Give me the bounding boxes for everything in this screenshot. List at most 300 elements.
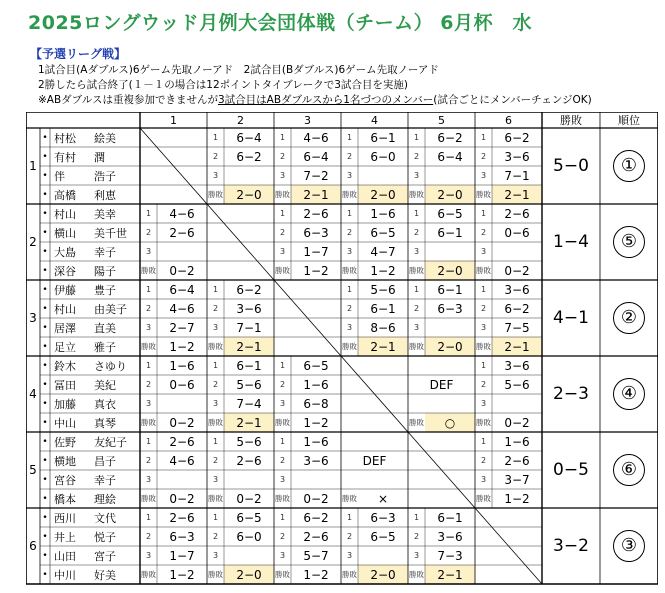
set-number: 3 (480, 475, 487, 484)
set-score: 2−7 (169, 320, 195, 335)
match-total: 2−0 (437, 263, 463, 278)
set-number: 1 (279, 361, 286, 370)
set-score: 6−1 (370, 130, 396, 145)
set-score: 3−7 (504, 472, 530, 487)
set-number: 2 (413, 228, 420, 237)
set-score: 5−7 (303, 548, 329, 563)
member-surname: 宮谷 (54, 473, 76, 487)
match-total-label: 勝敗 (476, 418, 491, 427)
match-total: 1−2 (303, 263, 329, 278)
set-score: 1−6 (504, 434, 530, 449)
match-total: 0−2 (303, 491, 329, 506)
member-given-name: 友紀子 (94, 435, 127, 449)
match-total-label: 勝敗 (476, 266, 491, 275)
match-total: 1−2 (303, 567, 329, 582)
set-score: 3−6 (504, 358, 530, 373)
set-number: 3 (346, 247, 353, 256)
set-score: 3−6 (437, 529, 463, 544)
set-score: 3−6 (504, 282, 530, 297)
set-score: 6−0 (370, 149, 396, 164)
set-score: 6−3 (169, 529, 195, 544)
rule-note-2: 2勝したら試合終了(１－１の場合は12ポイントタイブレークで3試合目を実施) (38, 79, 408, 91)
member-given-name: 悦子 (94, 530, 116, 544)
set-number: 2 (145, 456, 152, 465)
set-score: 2−6 (169, 434, 195, 449)
set-number: 1 (480, 285, 487, 294)
match-total: 0−2 (504, 263, 530, 278)
set-number: 3 (480, 171, 487, 180)
match-total-label: 勝敗 (208, 342, 223, 351)
placement-badge: ⑥ (613, 454, 645, 486)
bullet-icon: • (42, 512, 48, 523)
set-number: 3 (480, 399, 487, 408)
member-given-name: 潤 (94, 150, 105, 164)
set-score: 6−2 (437, 130, 463, 145)
set-number: 3 (279, 247, 286, 256)
match-total-label: 勝敗 (275, 418, 290, 427)
placement-badge: ② (613, 302, 645, 334)
set-score: 6−2 (303, 510, 329, 525)
placement-badge: ④ (613, 378, 645, 410)
set-number: 3 (346, 171, 353, 180)
set-number: 2 (279, 380, 286, 389)
match-total: 2−1 (303, 187, 329, 202)
member-given-name: 宮子 (94, 549, 116, 563)
win-loss-record: 0−5 (553, 460, 589, 480)
match-total: 0−2 (169, 263, 195, 278)
bullet-icon: • (42, 170, 48, 181)
set-score: 3−6 (236, 301, 262, 316)
match-total-label: 勝敗 (208, 494, 223, 503)
set-score: 6−3 (303, 225, 329, 240)
bullet-icon: • (42, 246, 48, 257)
set-number: 2 (145, 532, 152, 541)
member-surname: 西川 (54, 511, 76, 525)
member-surname: 大島 (54, 245, 76, 259)
set-score: 2−6 (303, 206, 329, 221)
placement-cell (600, 280, 658, 356)
set-number: 2 (480, 456, 487, 465)
member-given-name: 絵美 (94, 131, 116, 145)
set-number: 1 (145, 209, 152, 218)
set-number: 3 (212, 551, 219, 560)
match-total-label: 勝敗 (275, 570, 290, 579)
member-surname: 井上 (54, 530, 76, 544)
placement-cell (600, 432, 658, 508)
set-number: 1 (145, 513, 152, 522)
bullet-icon: • (42, 189, 48, 200)
member-given-name: 美紀 (94, 378, 116, 392)
set-number: 1 (413, 209, 420, 218)
league-table (26, 112, 658, 588)
member-surname: 深谷 (54, 264, 76, 278)
member-given-name: 好美 (94, 568, 116, 582)
set-score: 6−1 (437, 510, 463, 525)
match-total-label: 勝敗 (208, 418, 223, 427)
match-total-label: 勝敗 (275, 266, 290, 275)
set-score: 1−6 (169, 358, 195, 373)
bullet-icon: • (42, 398, 48, 409)
match-total-label: 勝敗 (141, 570, 156, 579)
set-number: 3 (413, 247, 420, 256)
member-given-name: 利恵 (94, 188, 116, 202)
rule-note-3-suffix: (試合ごとにメンバーチェンジOK) (433, 94, 592, 106)
member-given-name: 豊子 (94, 283, 116, 297)
win-loss-record: 5−0 (553, 156, 589, 176)
match-total-label: 勝敗 (141, 342, 156, 351)
set-number: 3 (279, 475, 286, 484)
set-score: 1−6 (303, 377, 329, 392)
match-total: 2−1 (504, 187, 530, 202)
set-score: 3−6 (504, 149, 530, 164)
rule-note-3 (38, 92, 592, 107)
set-score: 7−5 (504, 320, 530, 335)
match-total: 2−0 (370, 187, 396, 202)
set-number: 3 (279, 171, 286, 180)
set-number: 2 (413, 152, 420, 161)
bullet-icon: • (42, 569, 48, 580)
default-label: DEF (429, 377, 454, 392)
bullet-icon: • (42, 474, 48, 485)
match-total-label: 勝敗 (141, 418, 156, 427)
member-given-name: 直美 (94, 321, 116, 335)
bullet-icon: • (42, 303, 48, 314)
set-score: 6−5 (303, 358, 329, 373)
team-number: 3 (29, 311, 37, 325)
set-number: 2 (279, 228, 286, 237)
set-score: 2−6 (504, 453, 530, 468)
set-number: 2 (212, 380, 219, 389)
set-score: 0−6 (169, 377, 195, 392)
set-number: 1 (279, 133, 286, 142)
bullet-icon: • (42, 151, 48, 162)
column-header: 5 (438, 113, 445, 127)
set-score: 2−6 (169, 225, 195, 240)
match-total-label: 勝敗 (342, 494, 357, 503)
set-score: 6−5 (370, 225, 396, 240)
set-number: 3 (212, 323, 219, 332)
set-number: 2 (145, 380, 152, 389)
match-total-label: 勝敗 (409, 266, 424, 275)
rule-note-3-prefix: ※ABダブルスは重複参加できませんが (38, 94, 218, 106)
set-score: 8−6 (370, 320, 396, 335)
set-number: 3 (145, 551, 152, 560)
match-total-label: 勝敗 (342, 266, 357, 275)
set-number: 1 (212, 285, 219, 294)
rule-note-1: 1試合目(Aダブルス)6ゲーム先取ノーアド 2試合目(Bダブルス)6ゲーム先取ノーアド (38, 64, 439, 76)
set-number: 1 (480, 437, 487, 446)
set-number: 2 (346, 228, 353, 237)
match-total: 2−1 (504, 339, 530, 354)
bullet-icon: • (42, 455, 48, 466)
member-given-name: 美千世 (94, 226, 127, 240)
set-score: 4−6 (169, 453, 195, 468)
set-score: 7−1 (236, 320, 262, 335)
member-given-name: 美幸 (94, 207, 116, 221)
set-score: 6−2 (504, 130, 530, 145)
column-header: 勝敗 (560, 114, 582, 127)
set-number: 2 (212, 304, 219, 313)
placement-badge: ③ (613, 530, 645, 562)
set-number: 2 (145, 228, 152, 237)
match-total: 1−2 (370, 263, 396, 278)
set-number: 2 (346, 532, 353, 541)
bullet-icon: • (42, 417, 48, 428)
match-total: 2−1 (437, 567, 463, 582)
set-number: 2 (279, 152, 286, 161)
set-score: 6−3 (437, 301, 463, 316)
set-number: 1 (145, 361, 152, 370)
set-number: 2 (279, 532, 286, 541)
set-number: 3 (212, 475, 219, 484)
set-score: 6−1 (370, 301, 396, 316)
set-number: 2 (413, 532, 420, 541)
member-surname: 村山 (54, 207, 76, 221)
set-score: 6−5 (236, 510, 262, 525)
match-total-label: 勝敗 (476, 190, 491, 199)
set-number: 1 (145, 437, 152, 446)
set-number: 2 (212, 152, 219, 161)
team-number: 5 (29, 463, 37, 477)
column-header: 3 (304, 113, 311, 127)
bullet-icon: • (42, 227, 48, 238)
set-number: 1 (145, 285, 152, 294)
bullet-icon: • (42, 208, 48, 219)
bullet-icon: • (42, 322, 48, 333)
match-total: 1−2 (303, 415, 329, 430)
member-given-name: 理絵 (94, 492, 116, 506)
set-score: 6−0 (236, 529, 262, 544)
bullet-icon: • (42, 493, 48, 504)
set-score: 6−5 (370, 529, 396, 544)
member-given-name: 雅子 (94, 340, 116, 354)
member-surname: 有村 (54, 150, 76, 164)
set-score: 1−6 (303, 434, 329, 449)
set-score: 6−2 (236, 149, 262, 164)
bullet-icon: • (42, 360, 48, 371)
match-total-label: 勝敗 (409, 570, 424, 579)
set-number: 3 (480, 323, 487, 332)
set-score: 6−2 (504, 301, 530, 316)
match-total: 2−0 (437, 339, 463, 354)
match-total: 2−0 (236, 187, 262, 202)
set-score: 6−1 (437, 282, 463, 297)
match-total-label: 勝敗 (342, 570, 357, 579)
member-given-name: 昌子 (94, 454, 116, 468)
set-number: 3 (145, 475, 152, 484)
team-number: 2 (29, 235, 37, 249)
set-number: 3 (346, 551, 353, 560)
set-score: 4−7 (370, 244, 396, 259)
set-score: 4−6 (169, 206, 195, 221)
match-total: 2−1 (236, 415, 262, 430)
set-number: 3 (413, 551, 420, 560)
member-surname: 中山 (54, 416, 76, 430)
member-surname: 村松 (54, 131, 76, 145)
win-loss-record: 2−3 (553, 384, 589, 404)
set-score: 3−6 (303, 453, 329, 468)
member-given-name: 真衣 (94, 397, 116, 411)
member-given-name: 真琴 (94, 416, 116, 430)
member-surname: 佐野 (54, 435, 76, 449)
bullet-icon: • (42, 550, 48, 561)
set-number: 1 (279, 513, 286, 522)
set-score: 6−4 (437, 149, 463, 164)
set-number: 3 (413, 323, 420, 332)
member-surname: 居澤 (54, 321, 76, 335)
member-given-name: 幸子 (94, 245, 116, 259)
bullet-icon: • (42, 341, 48, 352)
match-total-label: 勝敗 (342, 342, 357, 351)
match-total-label: 勝敗 (342, 190, 357, 199)
set-number: 1 (346, 285, 353, 294)
match-total: × (377, 491, 389, 506)
column-header: 1 (170, 113, 177, 127)
set-number: 1 (346, 209, 353, 218)
team-number: 4 (29, 387, 37, 401)
member-surname: 高橋 (54, 188, 76, 202)
page-title: 2025ロングウッド月例大会団体戦（チーム） 6月杯 水 (28, 12, 532, 34)
set-number: 3 (212, 399, 219, 408)
set-score: 6−4 (169, 282, 195, 297)
set-score: 1−7 (303, 244, 329, 259)
match-total: 0−2 (504, 415, 530, 430)
set-number: 2 (212, 456, 219, 465)
set-number: 1 (346, 133, 353, 142)
set-number: 2 (212, 532, 219, 541)
set-score: 2−6 (169, 510, 195, 525)
column-header: 順位 (618, 114, 640, 127)
match-total: 2−0 (236, 567, 262, 582)
match-total: 2−0 (437, 187, 463, 202)
match-total: 0−2 (236, 491, 262, 506)
match-total-label: 勝敗 (275, 190, 290, 199)
member-given-name: 浩子 (94, 169, 116, 183)
match-total-label: 勝敗 (409, 342, 424, 351)
member-given-name: 文代 (94, 511, 116, 525)
set-score: 1−7 (169, 548, 195, 563)
bullet-icon: • (42, 284, 48, 295)
set-score: 5−6 (370, 282, 396, 297)
set-score: 5−6 (236, 377, 262, 392)
column-header: 4 (371, 113, 378, 127)
set-score: 6−2 (236, 282, 262, 297)
set-score: 6−1 (236, 358, 262, 373)
match-total-label: 勝敗 (208, 570, 223, 579)
set-score: 7−4 (236, 396, 262, 411)
match-total: 0−2 (169, 491, 195, 506)
member-surname: 村山 (54, 302, 76, 316)
set-score: 6−8 (303, 396, 329, 411)
set-score: 4−6 (169, 301, 195, 316)
set-number: 3 (212, 171, 219, 180)
team-number: 6 (29, 539, 37, 553)
set-number: 1 (413, 285, 420, 294)
set-score: 5−6 (236, 434, 262, 449)
member-given-name: 陽子 (94, 264, 116, 278)
win-loss-record: 1−4 (553, 232, 589, 252)
team-number: 1 (29, 159, 37, 173)
placement-cell (600, 508, 658, 584)
set-number: 2 (346, 304, 353, 313)
set-score: 6−1 (437, 225, 463, 240)
member-given-name: さゆり (94, 359, 127, 373)
placement-cell (600, 128, 658, 204)
set-number: 3 (480, 247, 487, 256)
set-score: 7−3 (437, 548, 463, 563)
match-total-label: 勝敗 (275, 494, 290, 503)
bullet-icon: • (42, 265, 48, 276)
member-surname: 足立 (54, 340, 76, 354)
member-given-name: 幸子 (94, 473, 116, 487)
member-surname: 横地 (54, 454, 76, 468)
member-surname: 伴 (54, 169, 65, 183)
set-number: 1 (212, 513, 219, 522)
set-score: 2−6 (504, 206, 530, 221)
match-total: 2−1 (236, 339, 262, 354)
member-surname: 橋本 (54, 492, 76, 506)
set-number: 3 (279, 399, 286, 408)
bullet-icon: • (42, 531, 48, 542)
column-header: 2 (237, 113, 244, 127)
placement-cell (600, 204, 658, 280)
member-surname: 山田 (54, 549, 76, 563)
bullet-icon: • (42, 436, 48, 447)
set-number: 3 (413, 171, 420, 180)
bullet-icon: • (42, 379, 48, 390)
set-number: 1 (212, 133, 219, 142)
set-score: 0−6 (504, 225, 530, 240)
set-number: 2 (346, 152, 353, 161)
set-score: 4−6 (303, 130, 329, 145)
set-number: 3 (279, 551, 286, 560)
set-number: 3 (145, 247, 152, 256)
match-total: 2−0 (370, 567, 396, 582)
match-total: 1−2 (169, 339, 195, 354)
member-surname: 横山 (54, 226, 76, 240)
set-score: 6−4 (303, 149, 329, 164)
match-total: 1−2 (169, 567, 195, 582)
match-total-label: 勝敗 (141, 494, 156, 503)
win-loss-record: 3−2 (553, 536, 589, 556)
match-total-label: 勝敗 (141, 266, 156, 275)
match-total: 0−2 (169, 415, 195, 430)
rule-note-3-emphasis: 3試合目はABダブルスから1名づつのメンバー (217, 94, 434, 106)
match-total-label: 勝敗 (409, 418, 424, 427)
set-score: 6−5 (437, 206, 463, 221)
set-score: 2−6 (236, 453, 262, 468)
set-number: 2 (413, 304, 420, 313)
set-score: 5−6 (504, 377, 530, 392)
match-total-label: 勝敗 (409, 190, 424, 199)
member-surname: 伊藤 (54, 283, 76, 297)
set-number: 2 (480, 152, 487, 161)
placement-cell (600, 356, 658, 432)
member-surname: 鈴木 (54, 359, 76, 373)
set-number: 3 (346, 323, 353, 332)
set-number: 3 (145, 323, 152, 332)
member-surname: 冨田 (54, 378, 76, 392)
match-total: ○ (444, 415, 456, 430)
placement-badge: ① (613, 150, 645, 182)
set-number: 2 (279, 456, 286, 465)
set-score: 7−1 (504, 168, 530, 183)
match-total: 2−1 (370, 339, 396, 354)
set-number: 1 (279, 437, 286, 446)
set-number: 1 (413, 133, 420, 142)
match-total-label: 勝敗 (476, 494, 491, 503)
set-number: 1 (413, 513, 420, 522)
